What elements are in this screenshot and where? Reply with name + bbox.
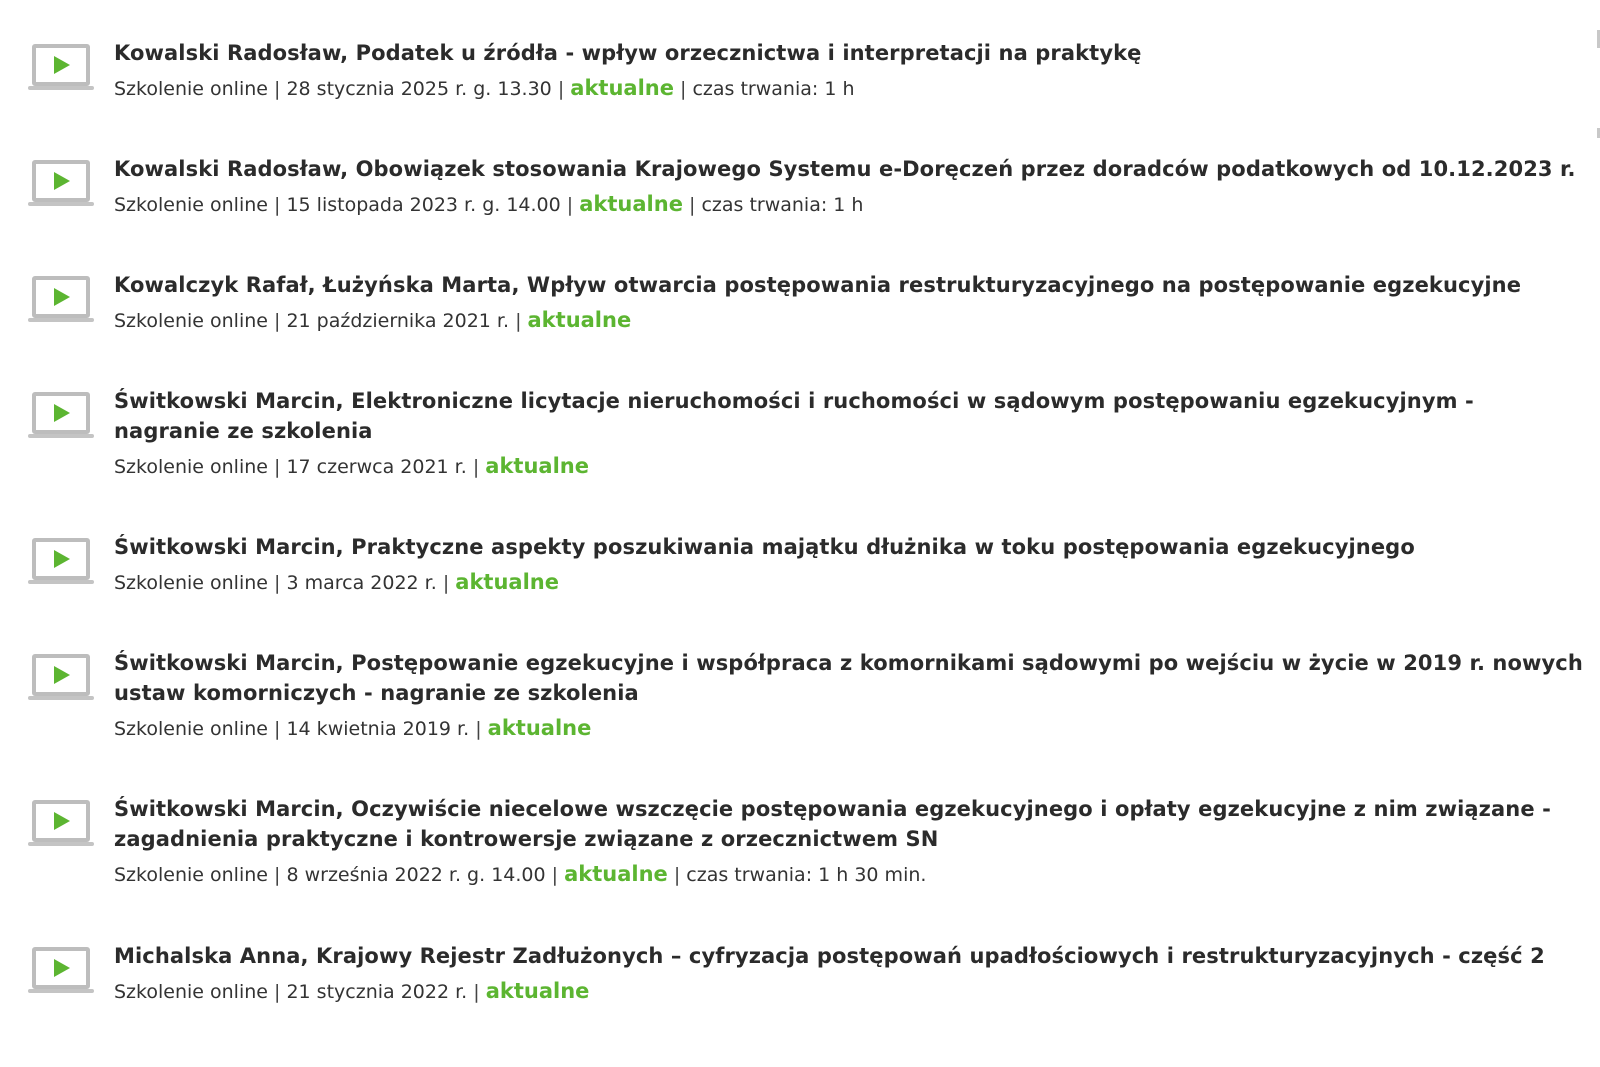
separator: | bbox=[473, 981, 480, 1003]
training-date: 3 marca 2022 r. bbox=[286, 572, 437, 594]
training-meta bbox=[114, 569, 1586, 596]
training-date: 8 września 2022 r. g. 14.00 bbox=[286, 864, 546, 886]
training-duration: czas trwania: 1 h bbox=[701, 194, 864, 216]
training-title-link[interactable]: Kowalczyk Rafał, Łużyńska Marta, Wpływ otwarcia postępowania restrukturyzacyjnego na postępowanie egzekucyjne bbox=[114, 273, 1522, 297]
training-type: Szkolenie online bbox=[114, 718, 268, 740]
training-title-link[interactable]: Świtkowski Marcin, Elektroniczne licytacje nieruchomości i ruchomości w sądowym postępowaniu egzekucyjnym - nagranie ze szkolenia bbox=[114, 389, 1474, 443]
status-badge[interactable]: aktualne bbox=[455, 570, 559, 594]
training-meta bbox=[114, 191, 1586, 218]
separator: | bbox=[274, 718, 281, 740]
separator: | bbox=[475, 718, 482, 740]
item-content bbox=[114, 386, 1586, 480]
separator: | bbox=[551, 864, 559, 886]
status-badge[interactable]: aktualne bbox=[485, 454, 589, 478]
training-meta bbox=[114, 861, 1586, 888]
status-badge[interactable]: aktualne bbox=[570, 76, 674, 100]
video-play-icon[interactable] bbox=[28, 652, 94, 702]
video-play-icon[interactable] bbox=[28, 536, 94, 586]
training-date: 17 czerwca 2021 r. bbox=[286, 456, 467, 478]
training-date: 21 stycznia 2022 r. bbox=[286, 981, 468, 1003]
training-meta bbox=[114, 978, 1586, 1005]
training-type: Szkolenie online bbox=[114, 981, 268, 1003]
separator: | bbox=[274, 456, 281, 478]
separator: | bbox=[274, 310, 281, 332]
video-play-icon[interactable] bbox=[28, 158, 94, 208]
training-type: Szkolenie online bbox=[114, 194, 268, 216]
item-content bbox=[114, 38, 1586, 102]
separator: | bbox=[673, 864, 681, 886]
training-title-link[interactable]: Świtkowski Marcin, Oczywiście niecelowe wszczęcie postępowania egzekucyjnego i opłaty egzekucyjne z nim związane - zagadnienia praktyczne i kontrowersje związane z orzecznictwem SN bbox=[114, 797, 1551, 851]
training-meta bbox=[114, 715, 1586, 742]
video-play-icon[interactable] bbox=[28, 274, 94, 324]
separator: | bbox=[566, 194, 574, 216]
training-date: 21 października 2021 r. bbox=[286, 310, 510, 332]
training-type: Szkolenie online bbox=[114, 572, 268, 594]
separator: | bbox=[442, 572, 450, 594]
item-content bbox=[114, 532, 1586, 596]
training-meta bbox=[114, 453, 1586, 480]
item-content bbox=[114, 648, 1586, 742]
training-duration: czas trwania: 1 h 30 min. bbox=[686, 864, 927, 886]
status-badge[interactable]: aktualne bbox=[527, 308, 632, 332]
status-badge[interactable]: aktualne bbox=[579, 192, 683, 216]
separator: | bbox=[472, 456, 480, 478]
status-badge[interactable]: aktualne bbox=[485, 979, 590, 1003]
training-title-link[interactable]: Świtkowski Marcin, Postępowanie egzekucyjne i współpraca z komornikami sądowymi po wejściu w życie w 2019 r. nowych ustaw komorniczych - nagranie ze szkolenia bbox=[114, 651, 1583, 705]
training-date: 15 listopada 2023 r. g. 14.00 bbox=[286, 194, 561, 216]
separator: | bbox=[274, 981, 281, 1003]
separator: | bbox=[274, 864, 281, 886]
training-date: 28 stycznia 2025 r. g. 13.30 bbox=[286, 78, 552, 100]
training-type: Szkolenie online bbox=[114, 310, 268, 332]
status-badge[interactable]: aktualne bbox=[564, 862, 668, 886]
training-meta bbox=[114, 75, 1586, 102]
training-title-link[interactable]: Kowalski Radosław, Obowiązek stosowania Krajowego Systemu e-Doręczeń przez doradców podatkowych od 10.12.2023 r. bbox=[114, 157, 1576, 181]
training-meta bbox=[114, 307, 1586, 334]
video-play-icon[interactable] bbox=[28, 390, 94, 440]
training-type: Szkolenie online bbox=[114, 864, 268, 886]
training-type: Szkolenie online bbox=[114, 456, 268, 478]
video-play-icon[interactable] bbox=[28, 42, 94, 92]
training-title-link[interactable]: Kowalski Radosław, Podatek u źródła - wpływ orzecznictwa i interpretacji na praktykę bbox=[114, 41, 1142, 65]
item-content bbox=[114, 270, 1586, 334]
item-content bbox=[114, 941, 1586, 1005]
training-type: Szkolenie online bbox=[114, 78, 268, 100]
separator: | bbox=[274, 78, 281, 100]
item-content bbox=[114, 154, 1586, 218]
training-title-link[interactable]: Świtkowski Marcin, Praktyczne aspekty poszukiwania majątku dłużnika w toku postępowania egzekucyjnego bbox=[114, 535, 1415, 559]
training-date: 14 kwietnia 2019 r. bbox=[286, 718, 470, 740]
separator: | bbox=[557, 78, 565, 100]
training-title-link[interactable]: Michalska Anna, Krajowy Rejestr Zadłużonych – cyfryzacja postępowań upadłościowych i restrukturyzacyjnych - część 2 bbox=[114, 944, 1545, 968]
separator: | bbox=[274, 194, 281, 216]
separator: | bbox=[680, 78, 687, 100]
video-play-icon[interactable] bbox=[28, 798, 94, 848]
separator: | bbox=[274, 572, 281, 594]
item-content bbox=[114, 794, 1586, 888]
separator: | bbox=[515, 310, 522, 332]
status-badge[interactable]: aktualne bbox=[487, 716, 592, 740]
video-play-icon[interactable] bbox=[28, 945, 94, 995]
separator: | bbox=[688, 194, 696, 216]
training-duration: czas trwania: 1 h bbox=[692, 78, 855, 100]
